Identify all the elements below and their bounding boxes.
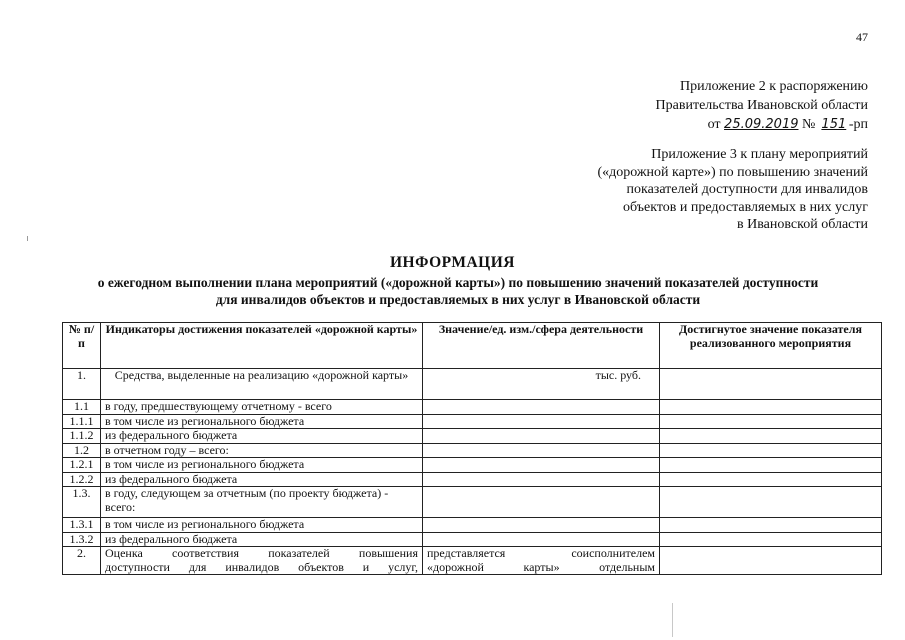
row-value: тыс. руб. — [423, 369, 660, 400]
row-value — [423, 532, 660, 547]
row-indicator: в году, следующем за отчетным (по проекту бюджета) - всего: — [101, 487, 423, 518]
row-number: 1.1 — [63, 400, 101, 415]
header-number: № п/п — [63, 323, 101, 369]
row-achieved — [660, 443, 882, 458]
row-number: 1.1.1 — [63, 414, 101, 429]
row-achieved — [660, 532, 882, 547]
annex-2-line: в Ивановской области — [737, 217, 868, 232]
row-indicator: в том числе из регионального бюджета — [101, 458, 423, 473]
subtitle-line-2: для инвалидов объектов и предоставляемых в них услуг в Ивановской области — [215, 292, 701, 307]
row-achieved — [660, 414, 882, 429]
information-table — [62, 322, 882, 575]
subtitle-line-1: о ежегодном выполнении плана мероприятий («дорожной карты») по повышению значений показателей доступности — [97, 275, 819, 290]
annex-1-line-2: Правительства Ивановской области — [655, 98, 868, 113]
table-header-row — [63, 323, 882, 369]
scan-artifact — [27, 236, 28, 241]
row-number: 1.1.2 — [63, 429, 101, 444]
row-indicator: из федерального бюджета — [101, 429, 423, 444]
handwritten-number: 151 — [821, 117, 847, 132]
table-row — [63, 414, 882, 429]
table-row — [63, 443, 882, 458]
order-suffix: -рп — [848, 117, 868, 132]
table-row — [63, 458, 882, 473]
handwritten-date: 25.09.2019 — [724, 117, 799, 132]
row-number: 1.2 — [63, 443, 101, 458]
annex-2-line: («дорожной карте») по повышению значений — [597, 164, 868, 180]
row-value — [423, 472, 660, 487]
annex-2-line: показателей доступности для инвалидов — [626, 182, 868, 197]
table-row — [63, 487, 882, 518]
row-achieved — [660, 369, 882, 400]
row-value — [423, 429, 660, 444]
row-number: 1.2.1 — [63, 458, 101, 473]
row-value-line-2: «дорожной карты» отдельным — [427, 559, 655, 574]
row-value — [423, 443, 660, 458]
table-row — [63, 547, 882, 575]
document-subtitle — [40, 274, 876, 308]
row-achieved — [660, 472, 882, 487]
row-number: 1. — [63, 369, 101, 400]
row-indicator-line-1: Оценка соответствия показателей повышения — [105, 546, 418, 560]
row-number: 1.3. — [63, 487, 101, 518]
header-achieved: Достигнутое значение показателя реализованного мероприятия — [660, 323, 882, 369]
row-value — [423, 400, 660, 415]
table-row — [63, 472, 882, 487]
annex-2-line: объектов и предоставляемых в них услуг — [623, 199, 868, 215]
row-value-line-1: представляется соисполнителем — [427, 546, 655, 560]
row-achieved — [660, 518, 882, 533]
row-indicator: Средства, выделенные на реализацию «дорожной карты» — [101, 369, 423, 400]
scan-artifact — [672, 603, 673, 637]
table-row — [63, 532, 882, 547]
row-indicator: из федерального бюджета — [101, 472, 423, 487]
row-indicator: в том числе из регионального бюджета — [101, 414, 423, 429]
row-indicator-line-2: доступности для инвалидов объектов и услуг, — [105, 559, 418, 574]
annex-2-block — [597, 146, 868, 234]
header-value: Значение/ед. изм./сфера деятельности — [423, 323, 660, 369]
page-number: 47 — [856, 30, 868, 44]
row-indicator: в отчетном году – всего: — [101, 443, 423, 458]
row-number: 1.3.1 — [63, 518, 101, 533]
table-row — [63, 369, 882, 400]
table-row — [63, 400, 882, 415]
row-achieved — [660, 429, 882, 444]
annex-1-block — [656, 77, 868, 134]
row-achieved — [660, 487, 882, 518]
from-label: от — [707, 117, 721, 132]
annex-1-line-1: Приложение 2 к распоряжению — [680, 79, 868, 94]
table-row — [63, 429, 882, 444]
table-row — [63, 518, 882, 533]
row-indicator: в том числе из регионального бюджета — [101, 518, 423, 533]
row-value — [423, 547, 660, 575]
row-achieved — [660, 547, 882, 575]
annex-1-date-line — [656, 115, 868, 134]
row-achieved — [660, 400, 882, 415]
row-value — [423, 458, 660, 473]
row-number: 1.3.2 — [63, 532, 101, 547]
row-indicator — [101, 547, 423, 575]
number-label: № — [801, 117, 816, 132]
document-title: ИНФОРМАЦИЯ — [390, 254, 515, 271]
header-indicator: Индикаторы достижения показателей «дорожной карты» — [101, 323, 423, 369]
row-number: 1.2.2 — [63, 472, 101, 487]
row-value — [423, 487, 660, 518]
row-value — [423, 518, 660, 533]
row-achieved — [660, 458, 882, 473]
row-value — [423, 414, 660, 429]
row-indicator: из федерального бюджета — [101, 532, 423, 547]
row-number: 2. — [63, 547, 101, 575]
annex-2-line: Приложение 3 к плану мероприятий — [651, 147, 868, 162]
row-indicator: в году, предшествующему отчетному - всего — [101, 400, 423, 415]
